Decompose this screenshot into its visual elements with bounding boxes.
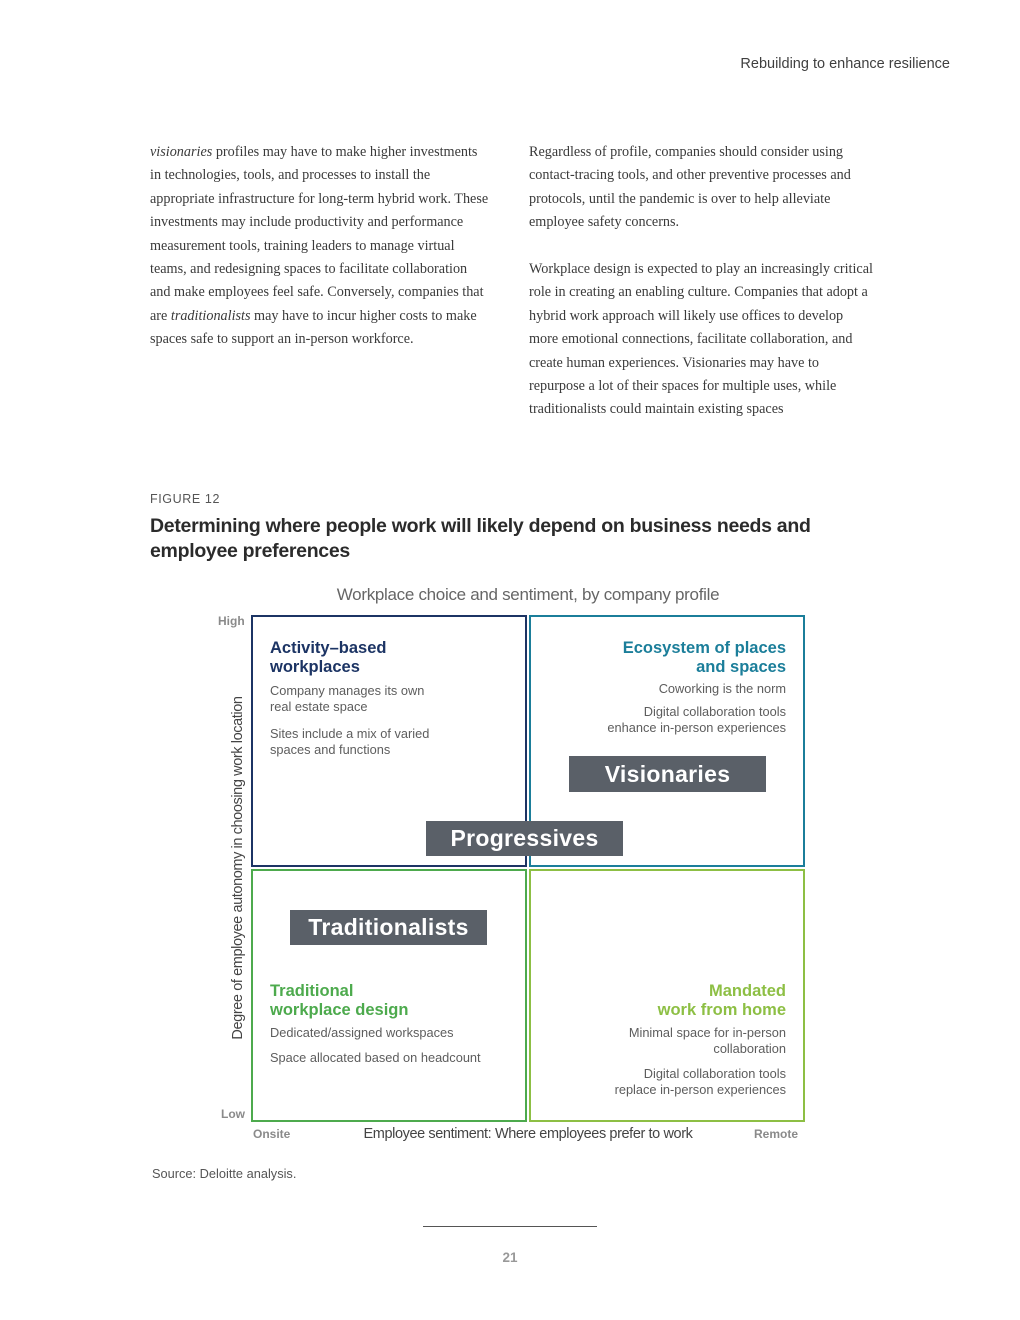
y-axis-high-label: High [218,614,245,628]
emphasis-traditionalists: traditionalists [170,307,251,324]
quadrant-title [546,982,786,1020]
bullet-line: spaces and functions [270,742,391,757]
figure-source: Source: Deloitte analysis. [152,1166,297,1181]
paragraph: Workplace design is expected to play an increasingly critical role in creating an enabling culture. Companies that adopt a hybrid work approach will likely use offices to develop more emotional connections, facilitate collaboration, and create human experiences. Visionaries may have to repurpose a lot of their spaces for multiple uses, while traditionalists could maintain existing spaces [529,261,873,418]
bullet-line: enhance in-person experiences [607,720,786,735]
quadrant-content-bottom-right [546,982,786,1098]
quadrant-bullet [546,704,786,736]
quadrant-bullet [546,1025,786,1057]
title-line: workplace design [270,1001,409,1019]
footer-divider [423,1226,597,1227]
quadrant-title [270,982,520,1020]
bullet-line: replace in-person experiences [614,1082,786,1097]
y-axis-low-label: Low [221,1107,245,1121]
bullet-line: Digital collaboration tools [643,1066,786,1081]
quadrant-bullet: Coworking is the norm [658,681,786,696]
quadrant-content-bottom-left [270,982,520,1066]
quadrant-title [546,639,786,677]
quadrant-title [270,639,510,677]
title-line: and spaces [696,658,786,676]
chart-title: Workplace choice and sentiment, by company profile [336,585,720,604]
title-line: Activity–based [270,639,387,657]
running-header: Rebuilding to enhance resilience [740,56,950,72]
body-column-left [150,141,490,352]
emphasis-visionaries: visionaries [150,144,213,160]
x-axis-remote-label: Remote [754,1127,799,1141]
badge-progressives: Progressives [426,821,623,856]
paragraph-text: profiles may have to make higher investments in technologies, tools, and processes to install the appropriate infrastructure for long-term hybrid work. These investments may include productivity and performance measurement tools, training leaders to manage virtual teams, and redesigning spaces to facilitate collaboration and make employees feel safe. Conversely, companies that are [150,144,489,324]
bullet-line: Digital collaboration tools [643,704,786,719]
paragraph: Regardless of profile, companies should consider using contact-tracing tools, and other preventive processes and protocols, until the pandemic is over to help alleviate employee safety concerns. [529,144,851,231]
page-number: 21 [502,1250,518,1265]
quadrant-bullet: Dedicated/assigned workspaces [270,1025,454,1040]
bullet-line: real estate space [270,699,368,714]
figure-title: Determining where people work will likely depend on business needs and employee preferences [150,515,811,562]
quadrant-bullet [270,683,510,715]
quadrant-bullet [546,1066,786,1098]
title-line: Ecosystem of places [622,639,786,657]
bullet-line: Minimal space for in-person [628,1025,786,1040]
paragraph [150,141,490,352]
bullet-line: collaboration [713,1041,786,1056]
figure-label: FIGURE 12 [150,492,220,506]
badge-visionaries: Visionaries [569,756,766,792]
quadrant-content-top-right [546,639,786,736]
title-line: work from home [657,1001,786,1019]
title-line: Traditional [270,982,354,1000]
quadrant-content-top-left [270,639,510,758]
badge-traditionalists: Traditionalists [290,910,487,945]
title-line: Mandated [708,982,786,1000]
bullet-line: Company manages its own [270,683,425,698]
y-axis-title: Degree of employee autonomy in choosing work location [230,696,246,1040]
quadrant-bullet: Space allocated based on headcount [270,1050,481,1065]
quadrant-bullet [270,726,510,758]
body-column-right [529,141,874,422]
bullet-line: Sites include a mix of varied [270,726,430,741]
x-axis-title: Employee sentiment: Where employees prefer to work [363,1126,693,1142]
paragraph-text: may have to incur higher costs to make spaces safe to support an in-person workforce. [150,307,477,348]
title-line: workplaces [270,658,360,676]
x-axis-onsite-label: Onsite [253,1127,291,1141]
